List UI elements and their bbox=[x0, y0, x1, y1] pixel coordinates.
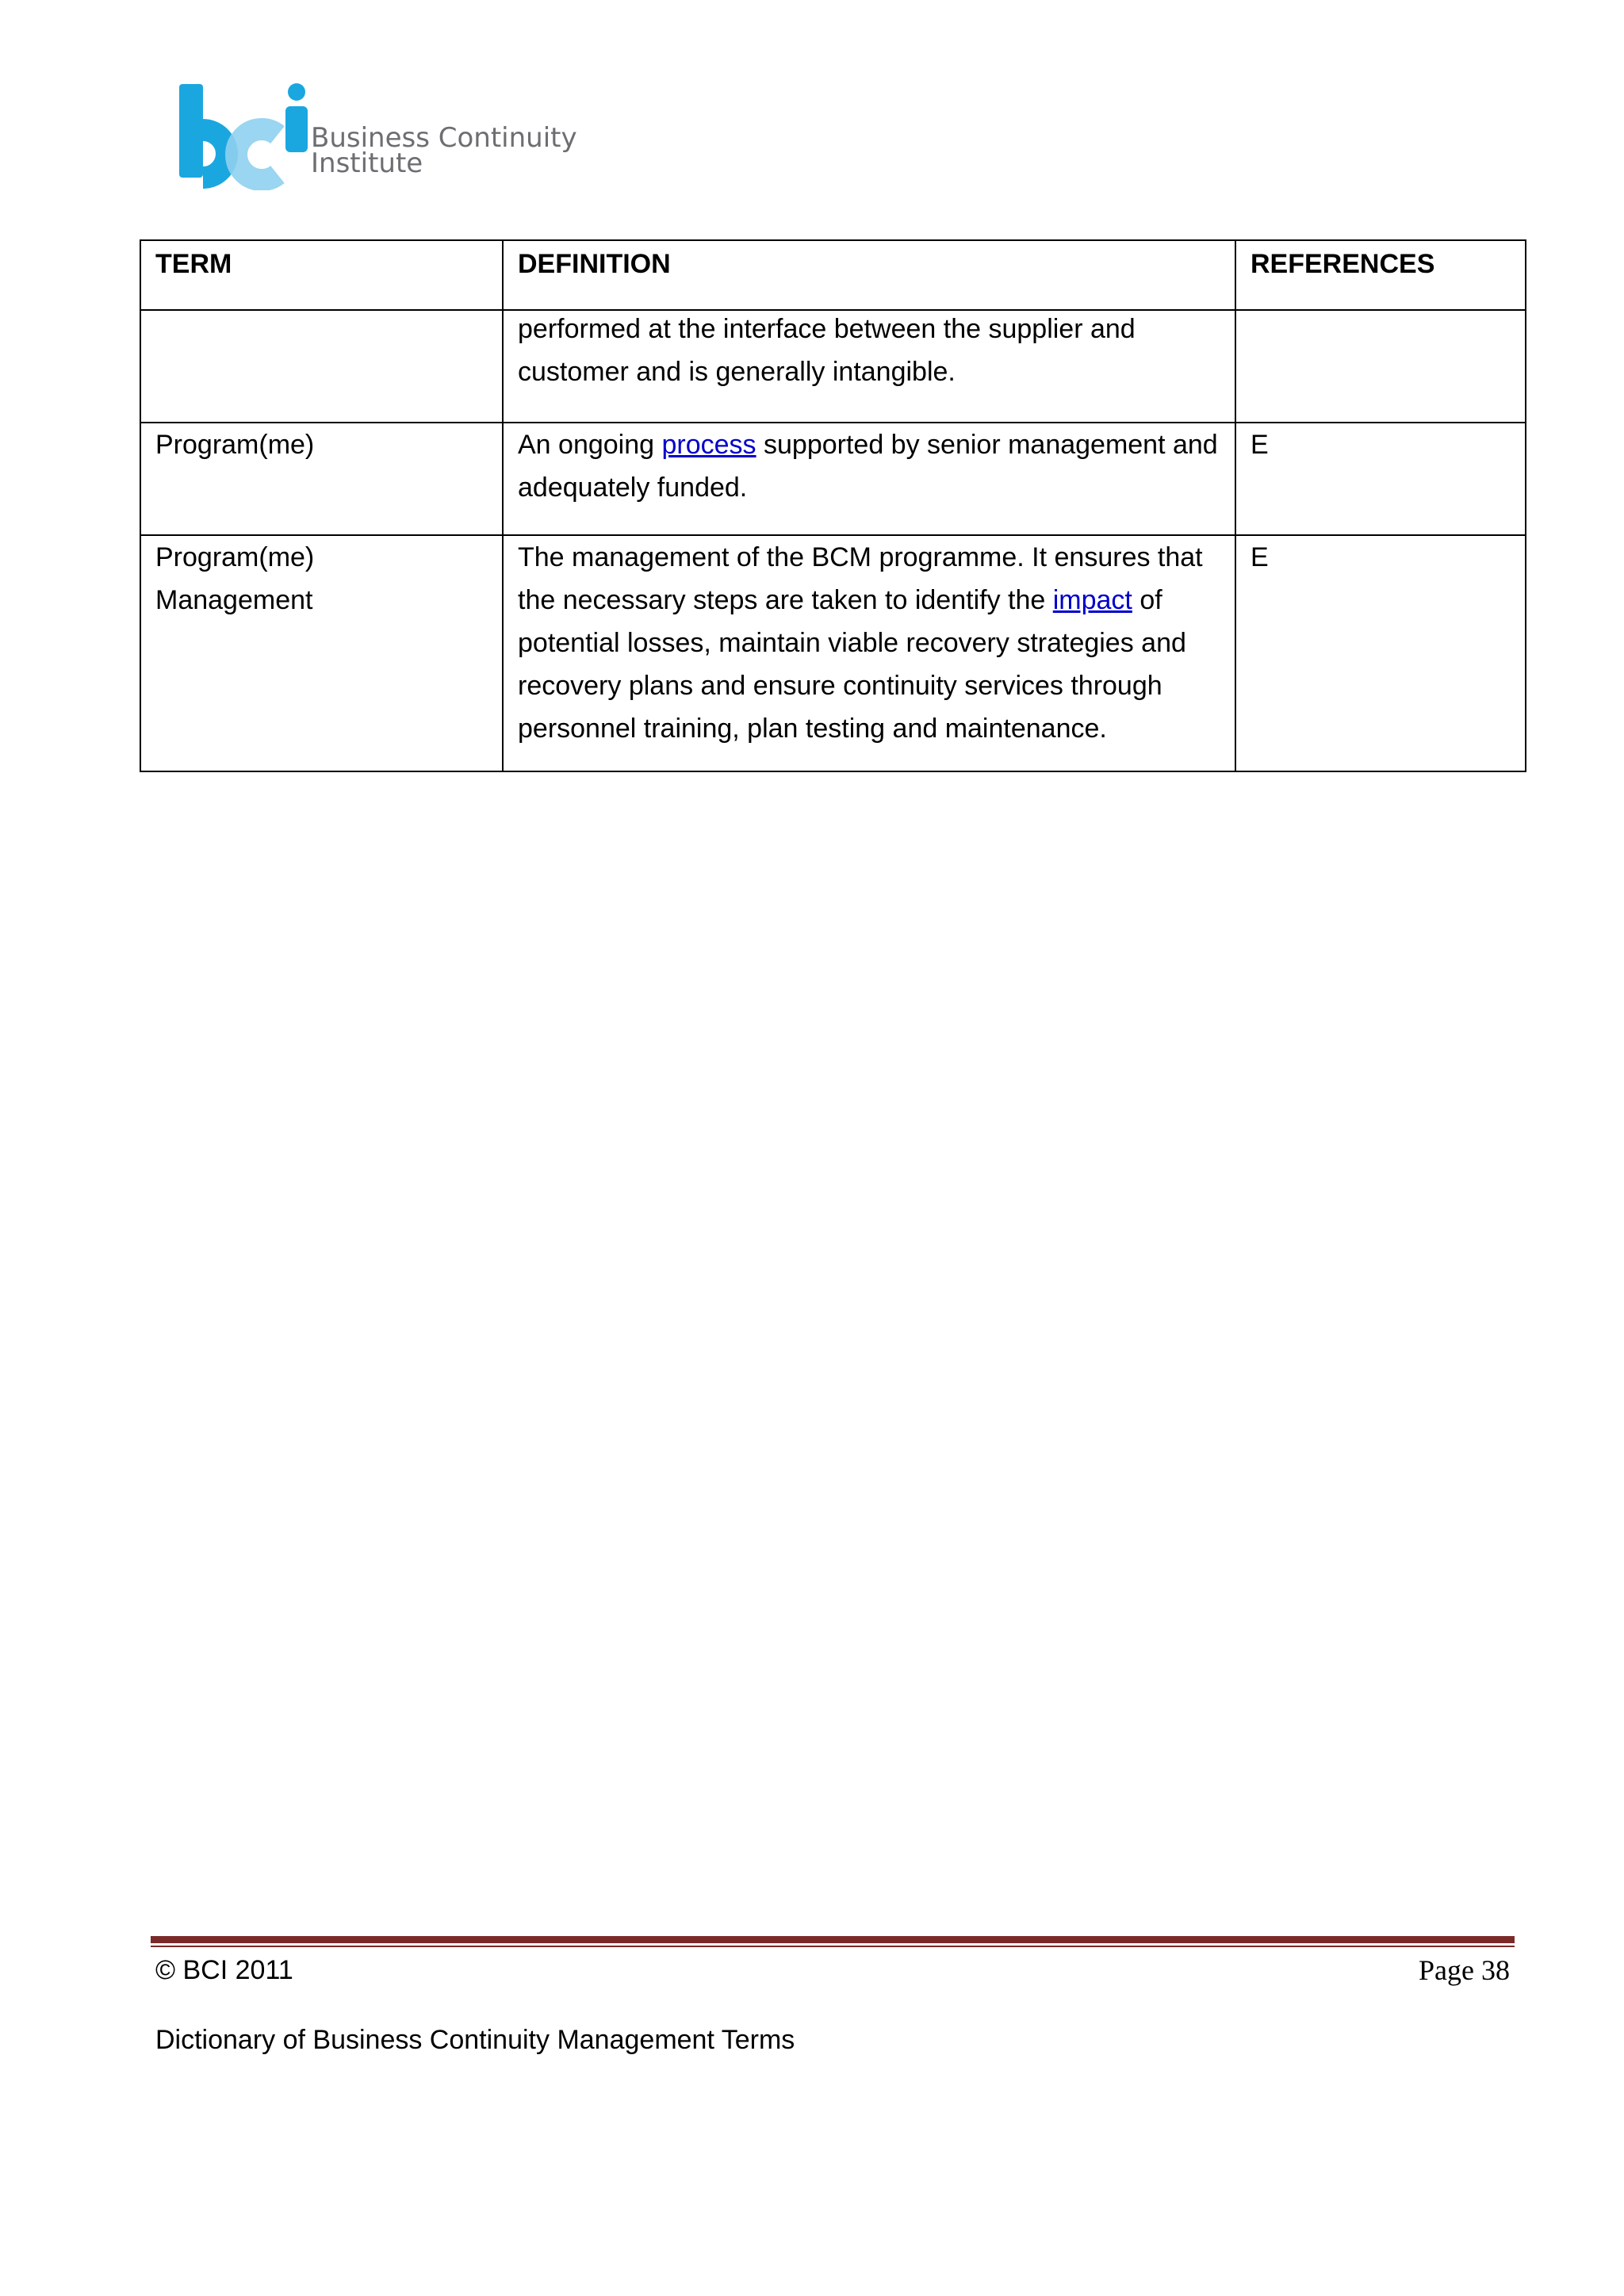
references-cell: E bbox=[1235, 535, 1526, 771]
references-cell bbox=[1235, 310, 1526, 423]
process-link[interactable]: process bbox=[661, 430, 756, 460]
table-row bbox=[140, 310, 1526, 423]
definition-text: An ongoing bbox=[518, 430, 662, 460]
term-cell: Program(me) bbox=[140, 423, 503, 535]
header-term: TERM bbox=[140, 240, 503, 310]
table-header-row bbox=[140, 240, 1526, 310]
definition-text: of potential losses, maintain viable recovery strategies and recovery plans and ensure continuity services through personnel training, plan testing and maintenance. bbox=[518, 585, 1186, 744]
footer-rule bbox=[151, 1936, 1515, 1947]
header-references: REFERENCES bbox=[1235, 240, 1526, 310]
term-line: Management bbox=[155, 585, 313, 615]
definition-cell bbox=[503, 535, 1235, 771]
definition-cell bbox=[503, 310, 1235, 423]
term-line: Program(me) bbox=[155, 542, 315, 572]
term-cell bbox=[140, 535, 503, 771]
term-cell bbox=[140, 310, 503, 423]
definition-text: The management of the BCM programme. It ensures that the necessary steps are taken to identify the bbox=[518, 542, 1203, 615]
bci-logo-wordmark bbox=[311, 122, 577, 179]
table-row bbox=[140, 535, 1526, 771]
footer-rule-thin bbox=[151, 1946, 1515, 1947]
logo-line-2: Institute bbox=[311, 147, 423, 179]
bci-logo-mark bbox=[176, 82, 311, 190]
terms-table bbox=[140, 239, 1526, 772]
logo-line-1: Business Continuity bbox=[311, 122, 577, 154]
definition-text: supported by senior management and adequately funded. bbox=[518, 430, 1218, 503]
references-cell: E bbox=[1235, 423, 1526, 535]
footer-page-number: Page 38 bbox=[1419, 1954, 1510, 1986]
impact-link[interactable]: impact bbox=[1052, 585, 1132, 615]
definition-text: performed at the interface between the supplier and customer and is generally intangible. bbox=[518, 314, 1136, 387]
header-definition: DEFINITION bbox=[503, 240, 1235, 310]
footer-document-title: Dictionary of Business Continuity Management Terms bbox=[155, 2025, 795, 2055]
footer-rule-thick bbox=[151, 1936, 1515, 1943]
table-row bbox=[140, 423, 1526, 535]
footer-copyright: © BCI 2011 bbox=[155, 1955, 293, 1985]
bci-logo bbox=[176, 82, 577, 190]
definition-cell bbox=[503, 423, 1235, 535]
